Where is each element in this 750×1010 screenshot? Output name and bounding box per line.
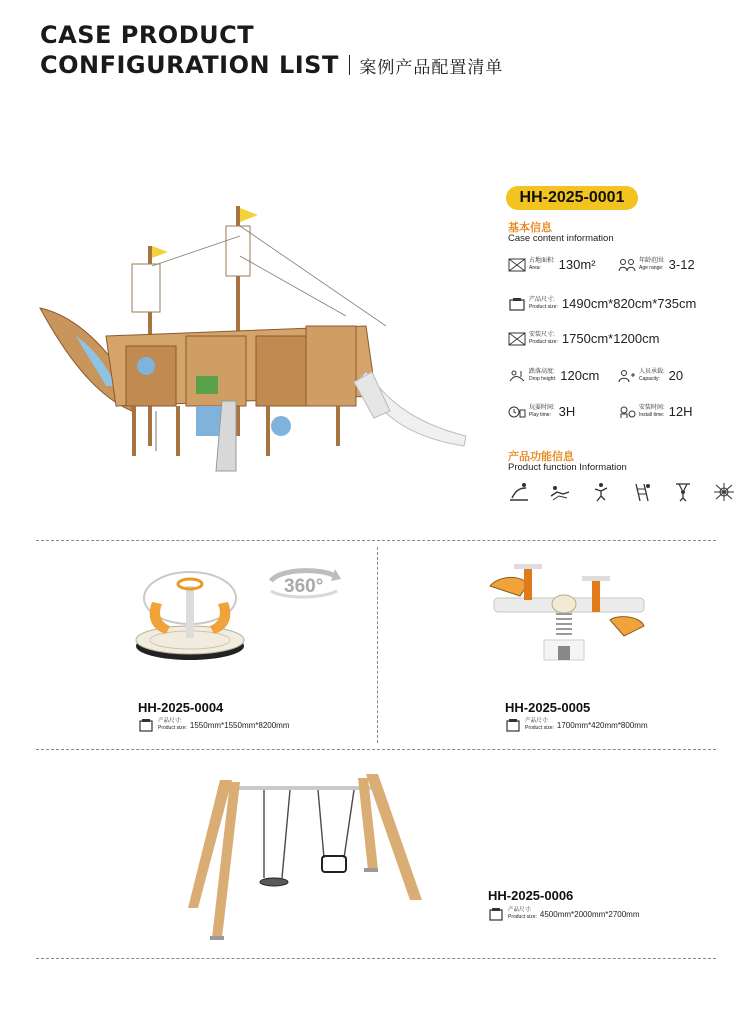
capacity-icon (618, 369, 636, 383)
title-line-2: CONFIGURATION LIST (40, 51, 339, 79)
size-label-en: Product size: (508, 914, 537, 920)
spec-value: 12H (668, 404, 693, 419)
product-size (138, 718, 290, 732)
spec-label-cn: 安装尺寸: (529, 331, 555, 338)
basic-info-heading: 基本信息 (508, 221, 552, 234)
spec-install-time (618, 404, 693, 419)
spec-label-en: Product size: (529, 303, 558, 310)
seesaw-image (484, 556, 656, 668)
size-label-en: Product size: (158, 725, 187, 731)
page-title (40, 20, 503, 80)
spec-value: 120cm (560, 368, 600, 383)
install-size-icon (508, 332, 526, 346)
spec-label-cn: 占地面积: (529, 257, 555, 264)
install-time-icon (618, 405, 636, 419)
size-label-cn: 产品尺寸: (525, 718, 549, 724)
pirate-ship-playground-image (36, 196, 476, 476)
spec-drop-height (508, 368, 599, 383)
slide-icon (508, 482, 530, 502)
spec-label-en: Install time: (639, 411, 665, 418)
title-separator (349, 55, 351, 75)
product-size-icon (488, 907, 504, 921)
spec-install-size (508, 331, 659, 346)
net-icon (713, 482, 735, 502)
spec-label-cn: 跌落高度: (529, 368, 555, 375)
spec-label-cn: 产品尺寸: (529, 296, 555, 303)
divider-1 (36, 540, 716, 541)
product-size (505, 718, 648, 732)
size-label-en: Product size: (525, 725, 554, 731)
product-code: HH-2025-0004 (138, 700, 224, 715)
play-time-icon (508, 405, 526, 419)
people-icon (618, 258, 636, 272)
product-code: HH-2025-0006 (488, 888, 574, 903)
crawl-icon (549, 482, 571, 502)
product-size-icon (138, 718, 154, 732)
spec-product-size (508, 296, 696, 311)
size-value: 4500mm*2000mm*2700mm (539, 909, 640, 919)
climb-icon (590, 482, 612, 502)
divider-3 (36, 958, 716, 959)
divider-vertical (377, 547, 378, 743)
spec-label-en: Play time: (529, 411, 551, 418)
title-chinese: 案例产品配置清单 (359, 57, 504, 78)
spec-play-time (508, 404, 575, 419)
title-line-1: CASE PRODUCT (40, 21, 255, 49)
spec-value: 1490cm*820cm*735cm (561, 296, 697, 311)
function-info-subheading: Product function Information (508, 462, 627, 473)
spec-label-en: Product size: (529, 338, 558, 345)
spec-value: 3-12 (668, 257, 695, 272)
product-size-icon (505, 718, 521, 732)
product-size-icon (508, 297, 526, 311)
spec-label-en: Age range: (639, 264, 664, 271)
spec-value: 3H (558, 404, 576, 419)
spec-label-cn: 年龄范围: (639, 257, 665, 264)
basic-info-subheading: Case content information (508, 233, 614, 244)
spec-capacity (618, 368, 683, 383)
area-icon (508, 258, 526, 272)
spec-label-cn: 玩耍时间: (529, 404, 555, 411)
swing-set-image (178, 760, 428, 942)
function-info-heading: 产品功能信息 (508, 450, 574, 463)
spec-label-en: Capacity: (639, 375, 660, 382)
size-value: 1700mm*420mm*800mm (556, 720, 648, 730)
spec-value: 1750cm*1200cm (561, 331, 660, 346)
function-icons (508, 482, 750, 502)
merry-go-round-image (130, 558, 250, 670)
model-badge: HH-2025-0001 (506, 186, 638, 210)
rotation-360-badge: 360° (284, 576, 324, 597)
drop-height-icon (508, 369, 526, 383)
divider-2 (36, 749, 716, 750)
spec-value: 20 (668, 368, 684, 383)
spec-label-en: Area: (529, 264, 541, 271)
spec-area (508, 257, 596, 272)
size-value: 1550mm*1550mm*8200mm (189, 720, 290, 730)
hang-icon (672, 482, 694, 502)
size-label-cn: 产品尺寸: (158, 718, 182, 724)
product-size (488, 907, 640, 921)
spec-label-cn: 安装时间: (639, 404, 665, 411)
spec-label-en: Drop height: (529, 375, 557, 382)
spec-label-cn: 人员承载: (639, 368, 665, 375)
product-code: HH-2025-0005 (505, 700, 591, 715)
ladder-icon (631, 482, 653, 502)
spec-age (618, 257, 695, 272)
size-label-cn: 产品尺寸: (508, 907, 532, 913)
spec-value: 130m² (558, 257, 596, 272)
